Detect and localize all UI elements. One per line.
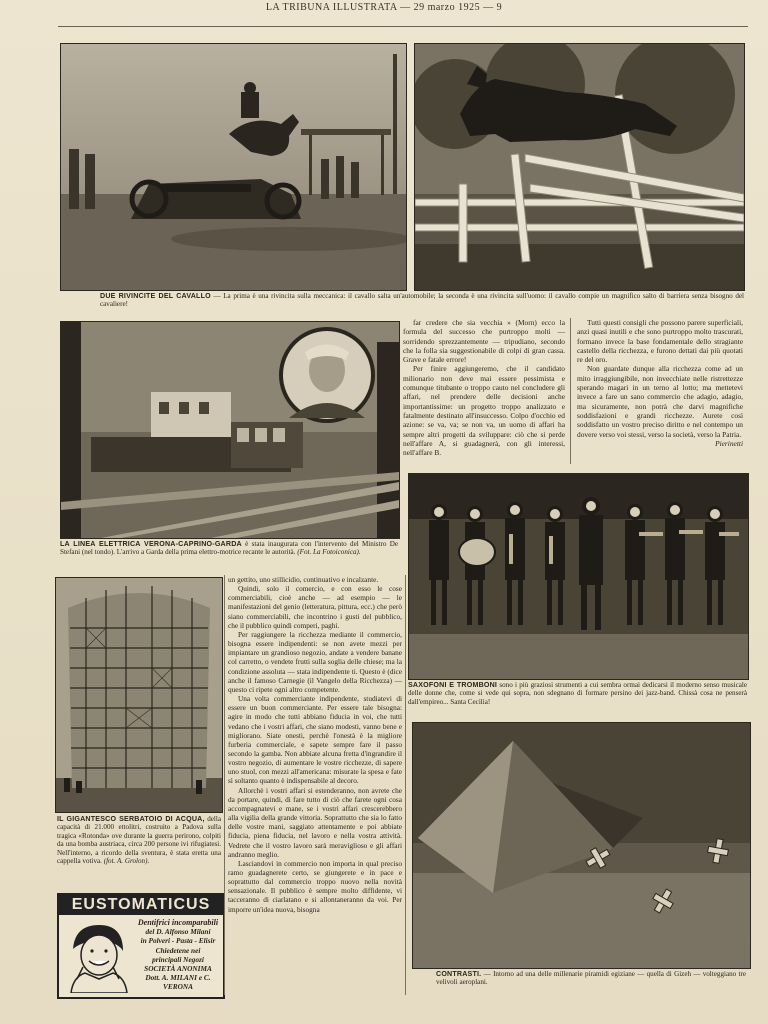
ad-text-block xyxy=(136,918,220,992)
caption-photo4-title: IL GIGANTESCO SERBATOIO DI ACQUA, xyxy=(57,815,205,823)
column-divider xyxy=(405,575,406,995)
caption-photo2-title: LA LINEA ELETTRICA VERONA-CAPRINO-GARDA xyxy=(60,540,242,548)
article-b-paragraph: Non guardate dunque alla ricchezza come ad un mito irraggiungibile, non invecchiate nelle ristrettezze sperando magari in un terno al lotto; ma mettetevi invece a fare un sano commercio che adagio, adagio, ma sicuramente, non potrà che darvi magnifiche soddisfazioni e grandi ricchezze. Aurete così soddisfatto un vostro preciso diritto e nel contempo un dovere verso voi stessi, verso la società, verso la Patria. xyxy=(577,364,743,439)
caption-photo4-credit: (fot. A. Grolon). xyxy=(103,857,150,866)
water-tower-illustration xyxy=(56,578,222,812)
caption-photo3 xyxy=(408,681,747,706)
article-c-paragraph: Una volta commerciante indipendente, studiatevi di essere un buon commerciante. Per essere tale bisogna: agire in modo che tutti abbiano fiducia in voi, che tutti vedano che i vostri affari, che siano modesti, vanno bene e migliorano. Siate onesti, perchè l'onestà è la migliore furberia commerciale, e sapete sempre fare il passo secondo la gamba. Non abbiate alcuna fretta d'ingrandire il vostro negozio, di aumentare le vostre ricchezze, di sapere uno stuol, con mezzi all'americana: misurate la spesa e fate sì soltanto quanto è indispensabile al decoro. xyxy=(228,694,402,786)
caption-photo1 xyxy=(100,292,744,309)
ad-line: principali Negozi xyxy=(152,954,204,964)
column-divider xyxy=(224,575,225,995)
article-column-a xyxy=(403,318,565,457)
caption-photo3-title: SAXOFONI E TROMBONI xyxy=(408,681,498,689)
article-c-paragraph: Quindi, solo il comercio, e con esso le cose commerciabili, cioè anche — ad esempio — le manifestazioni del genio (letteratura, pittura, ecc.) che però siano commerciabili, che incontrino i gusti del pubblico, che il pubblico quindi comperi, paghi. xyxy=(228,584,402,630)
article-b-paragraph: Tutti questi consigli che possono parere superficiali, anzi quasi inutili e che sono purtroppo molto trascurati, formano invece la base fondamentale dello stragiante castello della ricchezza, e furono dettati dai più quotati re del oro. xyxy=(577,318,743,365)
caption-photo2-text: è stata inaugurata con l'intervento del Ministro De Stefani (nel tondo). L'arrivo a Garda della prima elettro-motrice recante le autorità. xyxy=(60,540,399,557)
photo-pyramid-aeroplanes xyxy=(412,722,751,969)
ad-title: EUSTOMATICUS xyxy=(59,895,223,915)
article-c-paragraph: Lasciandovi in commercio non importa in qual preciso ramo guadagnerete certo, se giungerete e in pace e soprattutto dal commercio troppo nuovo nella novità sensazionale. Il pubblico è sempre molto diffidente, vi tacceranno di ciarlatano e si allontaneranno da voi. Per imporre un'idea nuova, bisogna xyxy=(228,858,402,914)
article-c-paragraph: Allorchè i vostri affari si estenderanno, non avrete che da portare, quindi, di fare tutto di ciò che farete ogni cosa accompagnatevi e mane, se i vostri affari crescerebbero alla vigilia della grande vittoria. Soprattutto che sia lo fatto delle vostre mani, saggiato attentamente e poi abbiate fiducia, piena fiducia, nel lavoro e nella vostra attività. Vedrete che il vostro lavoro sarà meraviglioso e gli affari andranno meglio. xyxy=(228,785,402,859)
ad-line: VERONA xyxy=(162,982,193,992)
ad-line: SOCIETÀ ANONIMA xyxy=(144,964,212,974)
article-column-b xyxy=(577,318,743,448)
tramway-illustration xyxy=(61,322,399,538)
ad-line: Dentifrici incomparabili xyxy=(137,918,219,927)
ad-eustomaticus xyxy=(57,893,225,999)
caption-photo5-title: CONTRASTI. xyxy=(436,970,482,978)
page-header: LA TRIBUNA ILLUSTRATA — 29 marzo 1925 — 9 xyxy=(265,2,503,13)
article-column-c xyxy=(228,575,402,914)
ad-line: Dott. A. MILANI e C. xyxy=(145,973,211,983)
caption-photo5-text: — Intorno ad una delle millenarie piramidi egiziane — quella di Gizeh — volteggiano tre velivoli aeroplani. xyxy=(436,970,746,987)
horse-fence-illustration xyxy=(415,44,744,290)
jazz-band-illustration xyxy=(409,474,748,679)
photo-horse-jumping-car xyxy=(60,43,407,291)
article-a-paragraph: far credere che sia vecchia » (Morn) ecco la formula del successo che purtroppo molti — sorridendo sprezzantemente — tripudiano, secondo che la folla sia suggestionabile di colpi di gran cassa. Grave e fatale errore! xyxy=(403,318,565,365)
column-divider xyxy=(570,318,571,464)
header-rule xyxy=(58,26,748,27)
caption-photo5 xyxy=(436,970,746,987)
photo-horse-jumping-fence xyxy=(414,43,745,291)
ad-smiling-woman-illustration xyxy=(63,919,133,993)
caption-photo2-credit: (Fot. La Fotoiconica). xyxy=(297,548,361,557)
photo-water-tower xyxy=(55,577,223,813)
photo-jazz-band xyxy=(408,473,749,680)
ad-line: in Polveri - Pasta - Elisir xyxy=(140,936,216,946)
article-signature: Pierinetti xyxy=(715,438,743,448)
article-a-paragraph: Per finire aggiungeremo, che il candidato milionario non deve mai essere pessimista e comunque titubante o troppo cauto nel concludere gli affari, nel prendere delle decisioni anche importantissime: un progetto troppo analizzato e fatalmente destinato all'insuccesso. Colpo d'occhio ed azione: se va, va; se non va, un uomo di affari ha sempre altri progetti da sviluppare: ciò che si perde nell'affare A, si guadagnerà, con gli interessi, nell'affare B. xyxy=(403,364,565,458)
caption-photo2 xyxy=(60,540,398,557)
caption-photo4-text: della capacità di 21.000 ettolitri, costruito a Padova sulla tragica «Rotonda» ove durante la guerra perirono, colpiti da una bomba austriaca, circa 200 persone ivi rifugiatesi. Nell'interno, a ricordo della sventura, è stata eretta una cappella votiva. xyxy=(57,815,221,866)
photo-tramway-garda xyxy=(60,321,400,539)
caption-photo4 xyxy=(57,815,221,865)
article-c-paragraph: Per raggiungere la ricchezza mediante il commercio, bisogna essere indipendenti: se non avete mezzi per impiantare un grandioso negozio, andate a vendere banane col carretto, o vendete frutti sulla soglia delle chiese; ma la condizione assoluta — stata indipendente ti. Questo è (dice anche il famoso Carnegie (il Vangelo della Ricchezza) — questo ci ripete ogni altro competente. xyxy=(228,629,402,694)
horse-car-illustration xyxy=(61,44,406,290)
caption-photo1-title: DUE RIVINCITE DEL CAVALLO xyxy=(100,292,211,300)
caption-photo3-text: sono i più graziosi strumenti a cui sembra ormai dedicarsi il moderno senso musicale delle donne che, come si vede qui sopra, non sdegnano di formare persino dei jazz-band. Chissà cosa ne penserà dall'empireo... Santa Cecilia! xyxy=(408,681,747,706)
caption-photo1-text: — La prima è una rivincita sulla meccanica: il cavallo salta un'automobile; la seconda è una rivincita sull'uomo: il cavallo compie un magnifico salto di barriera senza bisogno del cavaliere! xyxy=(100,292,744,309)
pyramid-illustration xyxy=(413,723,750,968)
ad-line: Chiedetene nei xyxy=(155,945,201,955)
ad-line: del D. Alfonso Milani xyxy=(145,927,211,937)
article-c-paragraph: un gettito, uno stillicidio, continuativo e incalzante. xyxy=(228,575,379,584)
